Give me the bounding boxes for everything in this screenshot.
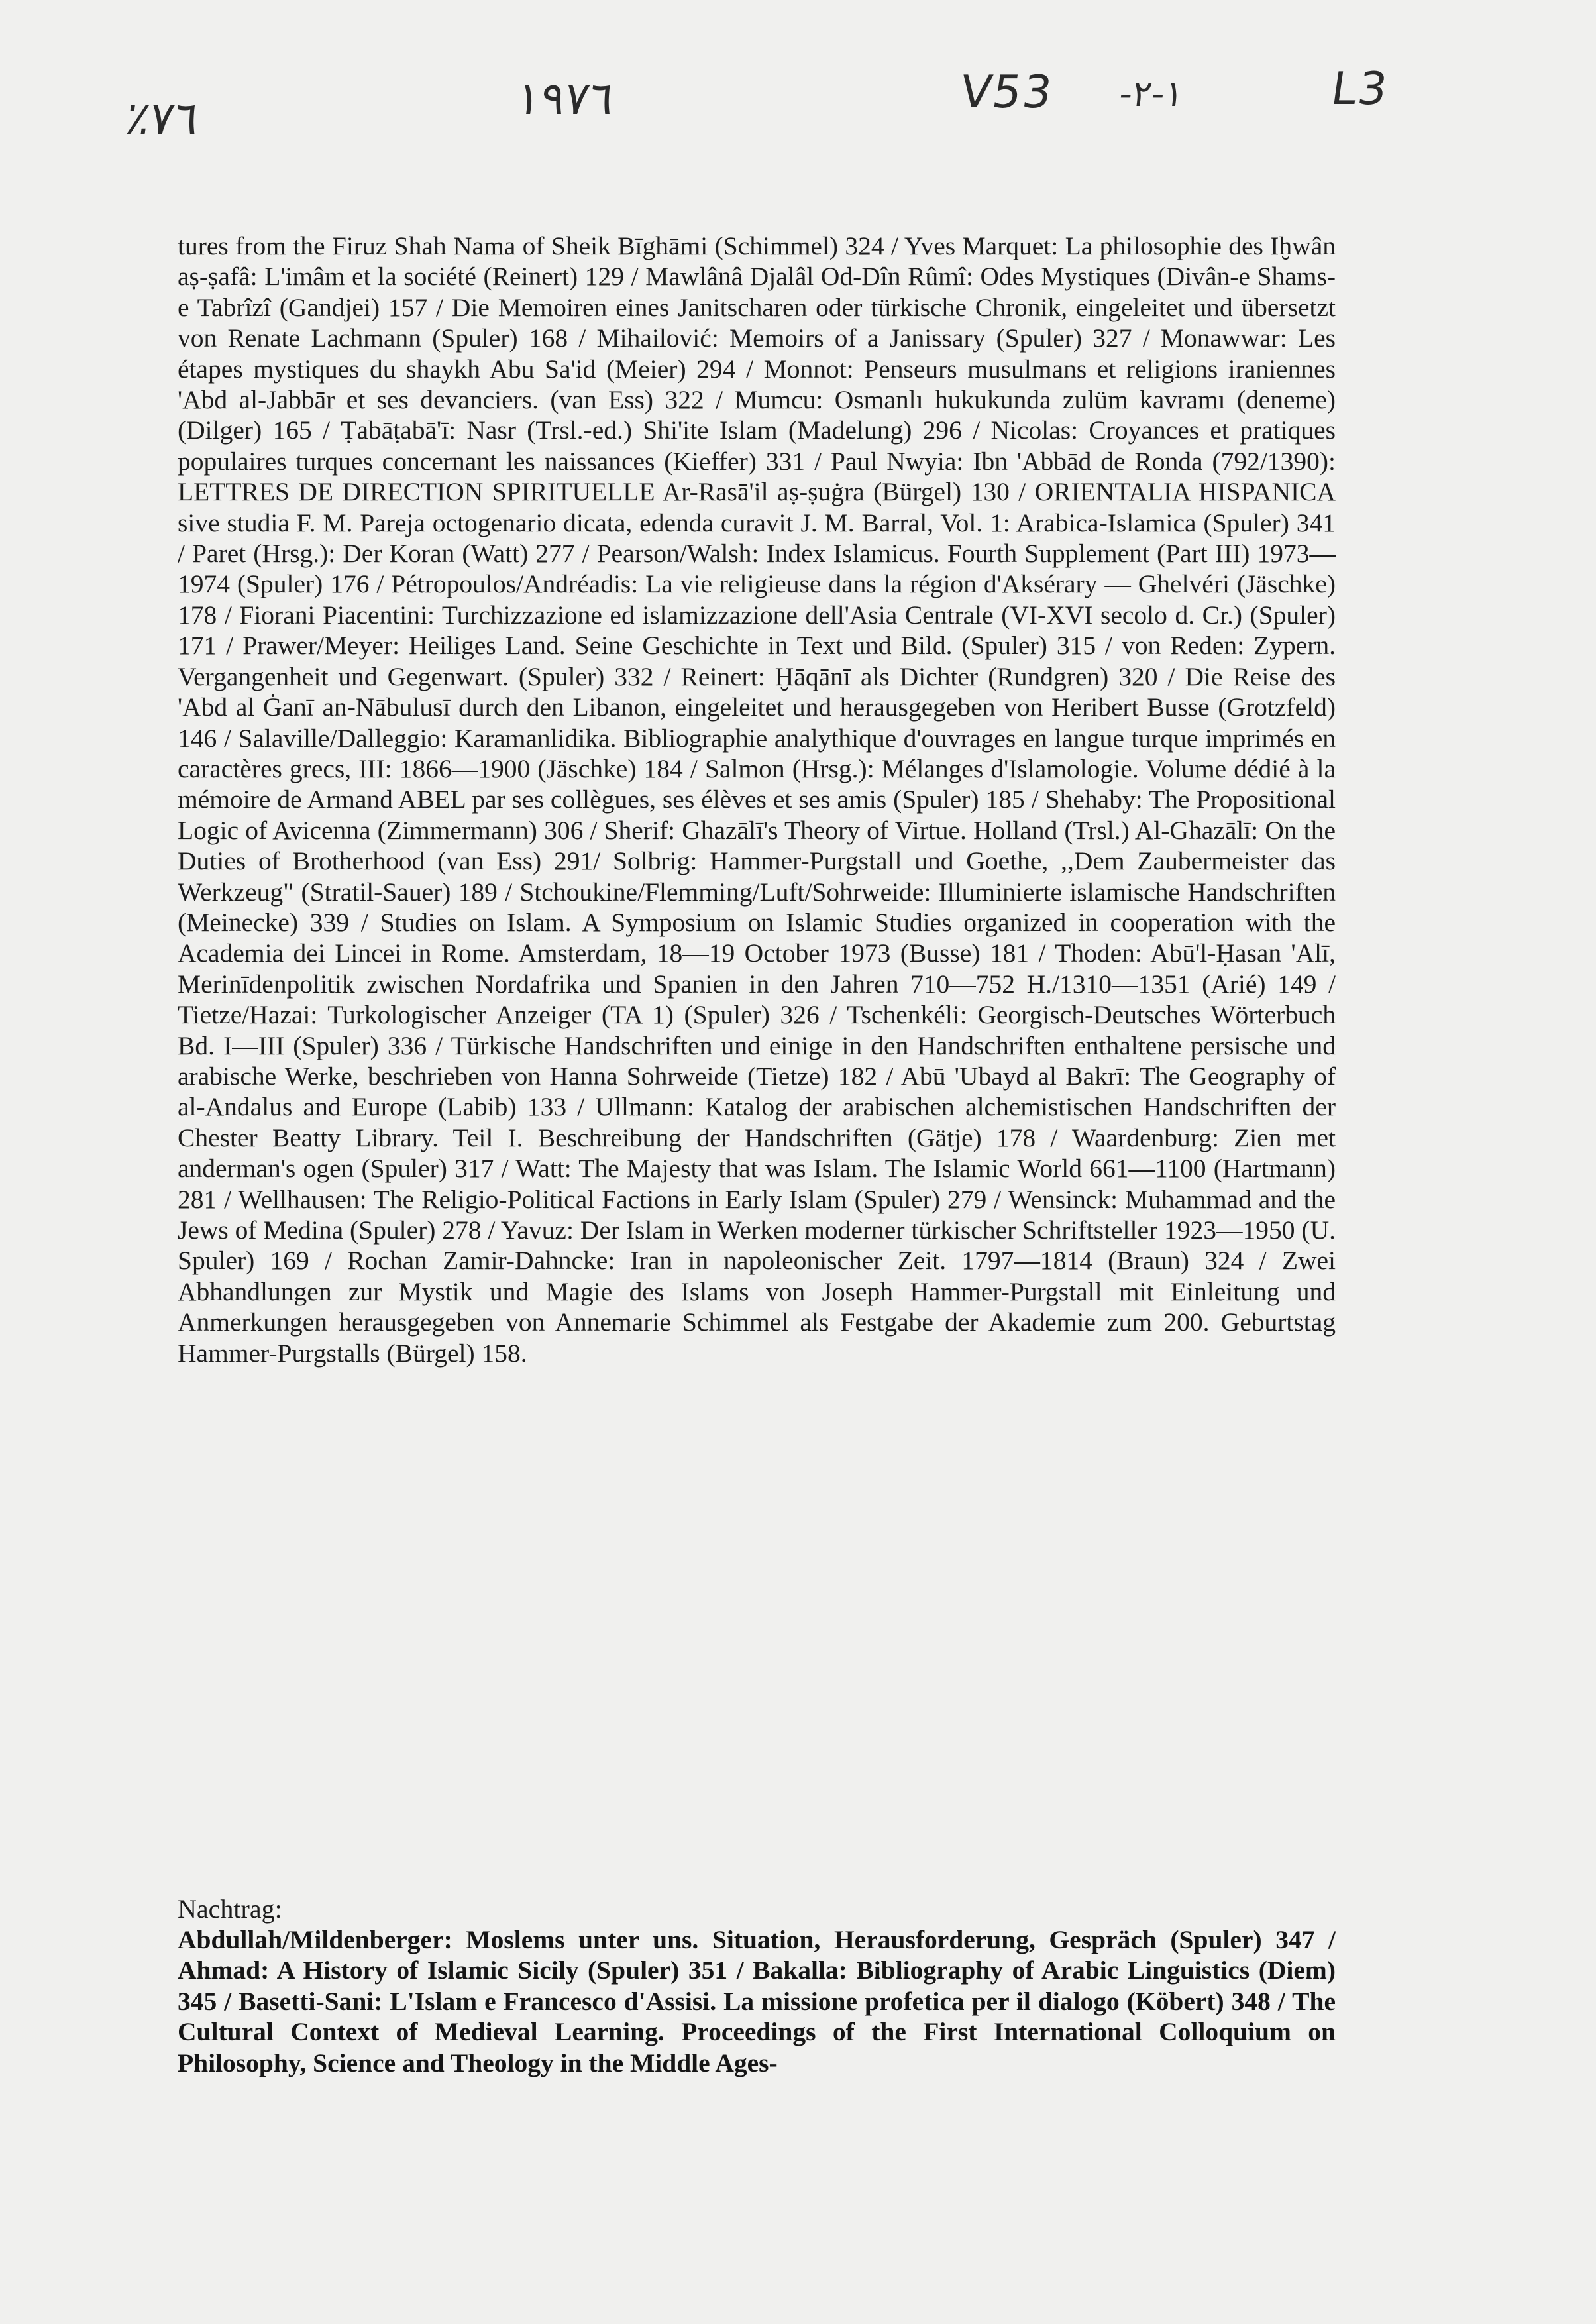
handwritten-note-1: ٪٧٦ xyxy=(122,93,203,145)
handwritten-note-2: ١٩٧٦ xyxy=(513,73,617,125)
handwritten-note-5: L3 xyxy=(1328,63,1392,115)
review-index-text xyxy=(178,231,1336,1368)
handwritten-note-4: ‑١‑٢ xyxy=(1116,73,1187,115)
addendum-text xyxy=(178,1924,1336,2078)
addendum-paragraph: Abdullah/Mildenberger: Moslems unter uns. Situation, Herausforderung, Gespräch (Spuler) 347 / Ahmad: A History of Islamic Sicily (Spuler) 351 / Bakalla: Bibliography of Arabic Linguistics (Diem) 345 / Basetti-Sani: L'Islam e Francesco d'Assisi. La missione profetica per il dialogo (Köbert) 348 / The Cultural Context of Medieval Learning. Proceedings of the First International Colloquium on Philosophy, Science and Theology in the Middle Ages- xyxy=(178,1925,1336,2077)
handwritten-note-3: V53 xyxy=(957,66,1057,119)
index-paragraph: tures from the Firuz Shah Nama of Sheik Bīghāmi (Schimmel) 324 / Yves Marquet: La philosophie des Iḫwân aṣ-ṣafâ: L'imâm et la société (Reinert) 129 / Mawlânâ Djalâl Od-Dîn Rûmî: Odes Mystiques (Divân-e Shams-e Tabrîzî (Gandjei) 157 / Die Memoiren eines Janitscharen oder türkische Chronik, eingeleitet und übersetzt von Renate Lachmann (Spuler) 168 / Mihailović: Memoirs of a Janissary (Spuler) 327 / Monawwar: Les étapes mystiques du shaykh Abu Sa'id (Meier) 294 / Monnot: Penseurs musulmans et religions iraniennes 'Abd al-Jabbār et ses devanciers. (van Ess) 322 / Mumcu: Osmanlı hukukunda zulüm kavramı (deneme) (Dilger) 165 / Ṭabāṭabā'ī: Nasr (Trsl.-ed.) Shi'ite Islam (Madelung) 296 / Nicolas: Croyances et pratiques populaires turques concernant les naissances (Kieffer) 331 / Paul Nwyia: Ibn 'Abbād de Ronda (792/1390): LETTRES DE DIRECTION SPIRITUELLE Ar-Rasā'il aṣ-ṣuġra (Bürgel) 130 / ORIENTALIA HISPANICA sive studia F. M. Pareja octogenario dicata, edenda curavit J. M. Barral, Vol. 1: Arabica-Islamica (Spuler) 341 / Paret (Hrsg.): Der Koran (Watt) 277 / Pearson/Walsh: Index Islamicus. Fourth Supplement (Part III) 1973—1974 (Spuler) 176 / Pétropoulos/Andréadis: La vie religieuse dans la région d'Aksérary — Ghelvéri (Jäschke) 178 / Fiorani Piacentini: Turchizzazione ed islamizzazione dell'Asia Centrale (VI-XVI secolo d. Cr.) (Spuler) 171 / Prawer/Meyer: Heiliges Land. Seine Geschichte in Text und Bild. (Spuler) 315 / von Reden: Zypern. Vergangenheit und Gegenwart. (Spuler) 332 / Reinert: Ḫāqānī als Dichter (Rundgren) 320 / Die Reise des 'Abd al Ġanī an-Nābulusī durch den Libanon, eingeleitet und herausgegeben von Heribert Busse (Grotzfeld) 146 / Salaville/Dalleggio: Karamanlidika. Bibliographie analythique d'ouvrages en langue turque imprimés en caractères grecs, III: 1866—1900 (Jäschke) 184 / Salmon (Hrsg.): Mélanges d'Islamologie. Volume dédié à la mémoire de Armand ABEL par ses collègues, ses élèves et ses amis (Spuler) 185 / Shehaby: The Propositional Logic of Avicenna (Zimmermann) 306 / Sherif: Ghazālī's Theory of Virtue. Holland (Trsl.) Al-Ghazālī: On the Duties of Brotherhood (van Ess) 291/ Solbrig: Hammer-Purgstall und Goethe, ,,Dem Zaubermeister das Werkzeug" (Stratil-Sauer) 189 / Stchoukine/Flemming/Luft/Sohrweide: Illuminierte islamische Handschriften (Meinecke) 339 / Studies on Islam. A Symposium on Islamic Studies organized in cooperation with the Academia dei Lincei in Rome. Amsterdam, 18—19 October 1973 (Busse) 181 / Thoden: Abū'l-Ḥasan 'Alī, Merinīdenpolitik zwischen Nordafrika und Spanien in den Jahren 710—752 H./1310—1351 (Arié) 149 / Tietze/Hazai: Turkologischer Anzeiger (TA 1) (Spuler) 326 / Tschenkéli: Georgisch-Deutsches Wörterbuch Bd. I—III (Spuler) 336 / Türkische Handschriften und einige in den Handschriften enthaltene persische und arabische Werke, beschrieben von Hanna Sohrweide (Tietze) 182 / Abū 'Ubayd al Bakrī: The Geography of al-Andalus and Europe (Labib) 133 / Ullmann: Katalog der arabischen alchemistischen Handschriften der Chester Beatty Library. Teil I. Beschreibung der Handschriften (Gätje) 178 / Waardenburg: Zien met anderman's ogen (Spuler) 317 / Watt: The Majesty that was Islam. The Islamic World 661—1100 (Hartmann) 281 / Wellhausen: The Religio-Political Factions in Early Islam (Spuler) 279 / Wensinck: Muhammad and the Jews of Medina (Spuler) 278 / Yavuz: Der Islam in Werken moderner türkischer Schriftsteller 1923—1950 (U. Spuler) 169 / Rochan Zamir-Dahncke: Iran in napoleonischer Zeit. 1797—1814 (Braun) 324 / Zwei Abhandlungen zur Mystik und Magie des Islams von Joseph Hammer-Purgstall mit Einleitung und Anmerkungen herausgegeben von Annemarie Schimmel als Festgabe der Akademie zum 200. Geburtstag Hammer-Purgstalls (Bürgel) 158. xyxy=(178,231,1336,1368)
handwritten-annotations xyxy=(0,0,1596,172)
addendum-heading: Nachtrag: xyxy=(178,1894,282,1924)
